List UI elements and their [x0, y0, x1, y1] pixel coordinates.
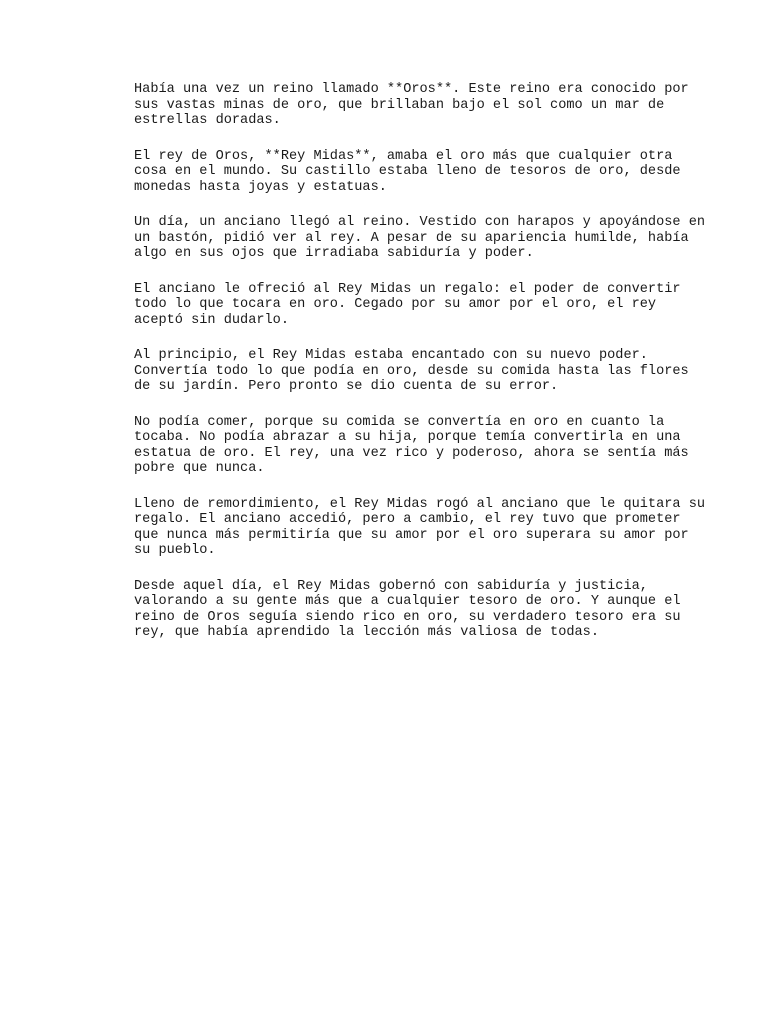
- paragraph-line: estatua de oro. El rey, una vez rico y poderoso, ahora se sentía más: [134, 445, 689, 461]
- paragraph-line: tocaba. No podía abrazar a su hija, porque temía convertirla en una: [134, 430, 681, 445]
- paragraph-line: algo en sus ojos que irradiaba sabiduría y poder.: [134, 246, 534, 261]
- paragraph-line: Había una vez un reino llamado **Oros**. Este reino era conocido por: [134, 82, 689, 97]
- paragraph-line: No podía comer, porque su comida se convertía en oro en cuanto la: [134, 414, 665, 430]
- paragraph-line: pobre que nunca.: [134, 461, 265, 476]
- paragraph-7: [134, 496, 706, 559]
- paragraph-line: de su jardín. Pero pronto se dio cuenta de su error.: [134, 379, 559, 394]
- paragraph-line: sus vastas minas de oro, que brillaban bajo el sol como un mar de: [134, 97, 665, 113]
- paragraph-line: El anciano le ofreció al Rey Midas un regalo: el poder de convertir: [134, 281, 681, 297]
- paragraph-line: aceptó sin dudarlo.: [134, 312, 289, 328]
- paragraph-line: todo lo que tocara en oro. Cegado por su amor por el oro, el rey: [134, 297, 657, 312]
- paragraph-1: [134, 82, 689, 129]
- paragraph-line: cosa en el mundo. Su castillo estaba lleno de tesoros de oro, desde: [134, 164, 681, 179]
- paragraph-line: regalo. El anciano accedió, pero a cambio, el rey tuvo que prometer: [134, 512, 681, 527]
- paragraph-2: [134, 148, 681, 196]
- paragraph-6: [134, 414, 689, 477]
- paragraph-line: Lleno de remordimiento, el Rey Midas rogó al anciano que le quitara su: [134, 496, 706, 512]
- paragraph-line: rey, que había aprendido la lección más valiosa de todas.: [134, 625, 599, 640]
- story-text: [134, 82, 706, 661]
- paragraph-3: [134, 215, 706, 262]
- paragraph-4: [134, 281, 681, 329]
- paragraph-line: El rey de Oros, **Rey Midas**, amaba el oro más que cualquier otra: [134, 148, 673, 164]
- paragraph-line: reino de Oros seguía siendo rico en oro, su verdadero tesoro era su: [134, 609, 681, 625]
- paragraph-5: [134, 348, 689, 395]
- paragraph-line: su pueblo.: [134, 543, 216, 558]
- paragraph-line: Al principio, el Rey Midas estaba encantado con su nuevo poder.: [134, 348, 648, 363]
- paragraph-line: estrellas doradas.: [134, 113, 281, 128]
- paragraph-line: un bastón, pidió ver al rey. A pesar de su apariencia humilde, había: [134, 230, 689, 246]
- paragraph-8: [134, 578, 681, 641]
- paragraph-line: Desde aquel día, el Rey Midas gobernó con sabiduría y justicia,: [134, 578, 648, 594]
- paragraph-line: Convertía todo lo que podía en oro, desde su comida hasta las flores: [134, 363, 689, 379]
- paragraph-line: valorando a su gente más que a cualquier tesoro de oro. Y aunque el: [134, 594, 681, 609]
- paragraph-line: Un día, un anciano llegó al reino. Vestido con harapos y apoyándose en: [134, 215, 706, 230]
- paragraph-line: que nunca más permitiría que su amor por el oro superara su amor por: [134, 527, 689, 543]
- paragraph-line: monedas hasta joyas y estatuas.: [134, 179, 387, 195]
